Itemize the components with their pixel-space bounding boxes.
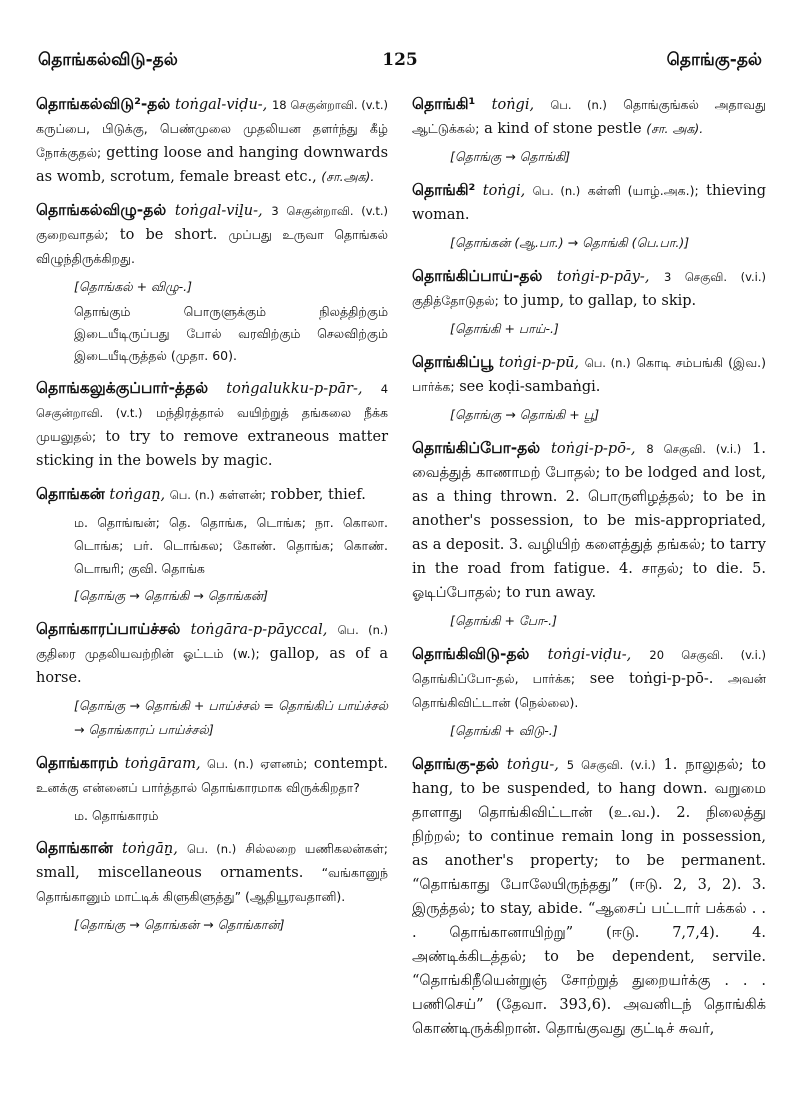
transliteration: toṅgal-viḻu-, [174,203,263,219]
etymology: [தொங்கு → தொங்கி + பாய்ச்சல் = தொங்கிப் பாய்ச்சல் → தொங்காரப் பாய்ச்சல்] [74,698,388,737]
left-column [36,92,388,946]
grammar-label: பெ. (n.) [532,184,581,198]
page-number: 125 [382,50,418,70]
english-definition: to jump, to gallap, to skip. [503,293,697,309]
dictionary-entry [412,264,766,341]
headword: தொங்கிவிடு-தல் [412,645,530,663]
grammar-label: 3 செகுன்றாவி. (v.t.) [271,204,389,218]
definition-senses: 1. வைத்துத் காணாமற் போதல்; to be lodged and lost, as a thing thrown. 2. பொருளிழத்தல்; to be in another's possession, to be mis-appropriated, as a deposit. 3. வழியிற் களைத்துத் தங்கல்; to tarry in the road from fatigue. 4. சாதல்; to die. 5. ஓடிப்போதல்; to run away. [412,441,766,601]
headword: தொங்கிப்பூ [412,353,494,371]
etymology-note: தொங்கும் பொருளுக்கும் நிலத்திற்கும் இடையீடிருப்பது போல் வரவிற்கும் செலவிற்கும் இடையீடிருத்தல் (முதா. 60). [74,304,388,363]
headword: தொங்கல்விழு-தல் [36,201,167,219]
english-definition: see toṅgi-p-pō-. [589,671,714,687]
dictionary-entry [36,198,388,367]
transliteration: toṅgi-p-pū, [498,355,580,371]
tamil-definition: குதிரை முதலியவற்றின் ஓட்டம் (w.); [36,646,260,661]
etymology: [தொங்கு → தொங்கி + பூ] [450,407,600,422]
headword: தொங்கல்விடு²-தல் [36,95,171,113]
cognates: ம. தொங்காரம் [74,808,159,823]
dictionary-entry [36,751,388,827]
grammar-label: 4 செகுன்றாவி. (v.t.) [36,382,389,420]
tamil-definition: கள்ளி (யாழ்.அக.); [587,183,699,198]
tamil-definition: சில்லறை யணிகலன்கள்; [245,841,389,856]
grammar-label: பெ. (n.) [169,488,215,502]
etymology: [தொங்கு → தொங்கி] [450,149,571,164]
grammar-label: பெ. (n.) [337,623,388,637]
dictionary-entry [36,617,388,742]
headword: தொங்காரப்பாய்ச்சல் [36,620,181,638]
transliteration: toṅgal-viḍu-, [174,97,268,113]
grammar-label: பெ. (n.) [584,356,631,370]
header-left-guideword: தொங்கல்விடு-தல் [38,50,178,70]
grammar-label: 5 செகுவி. (v.i.) [566,758,656,772]
headword: தொங்கான் [36,839,113,857]
tamil-definition: கள்ளன்; [219,487,267,502]
etymology: [தொங்கி + பாய்-.] [450,321,559,336]
etymology: [தொங்கி + விடு-.] [450,723,558,738]
headword: தொங்கிப்போ-தல் [412,439,541,457]
transliteration: toṅgi, [491,97,535,113]
usage-example: “வங்கானுந் தொங்கானும் மாட்டிக் கிளுகிளுத்து” (ஆதியூரவதானி). [36,865,389,904]
grammar-label: பெ. (n.) [186,842,237,856]
source-citation: (சா. அக). [646,121,704,136]
transliteration: toṅgaṉ, [109,487,166,503]
dictionary-entry [36,376,388,473]
grammar-label: பெ. (n.) [550,98,607,112]
etymology: [தொங்கு → தொங்கன் → தொங்கான்] [74,917,285,932]
transliteration: toṅgāṉ, [122,841,178,857]
cognates: ம. தொங்ஙன்; தெ. தொங்க, டொங்க; நா. கொலா. டொங்க; பர். டொங்கல; கோண். தொங்க; கொண். டொஙரி; குவி. தொங்க [74,515,388,576]
tamil-definition: தொங்கிப்போ-தல், பார்க்க; [412,671,576,686]
dictionary-entry [412,642,766,743]
tamil-definition: ஏளனம்; [260,756,308,771]
tamil-definition: கொடி சம்பங்கி (இவ.) பார்க்க; [412,355,767,394]
english-definition: contempt. [313,756,388,772]
source-citation: (சா.அக). [321,169,375,184]
headword: தொங்கலுக்குப்பார்-த்தல் [36,379,209,397]
dictionary-entry [412,350,766,427]
headword: தொங்கிப்பாய்-தல் [412,267,543,285]
dictionary-entry [412,178,766,255]
headword: தொங்காரம் [36,754,119,772]
english-definition: robber, thief. [270,487,366,503]
dictionary-entry [412,436,766,633]
transliteration: toṅgi-p-pāy-, [556,269,650,285]
tamil-definition: மந்திரத்தால் வயிற்றுத் தங்கலை நீக்க முயலுதல்; [36,405,389,444]
tamil-definition: குதித்தோடுதல்; [412,293,499,308]
tamil-definition: கருப்பை, பிடுக்கு, பெண்முலை முதலியன தளர்ந்து கீழ் நோக்குதல்; [36,121,388,160]
transliteration: toṅgi-p-pō-, [551,441,636,457]
transliteration: toṅgāram, [124,756,201,772]
etymology: [தொங்கல் + விழு-.] [74,279,192,294]
english-definition: to try to remove extraneous matter sticking in the bowels by magic. [36,429,389,469]
grammar-label: 3 செகுவி. (v.i.) [663,270,766,284]
transliteration: toṅgu-, [506,757,559,773]
headword: தொங்கி¹ [412,95,476,113]
grammar-label: 18 செகுன்றாவி. (v.t.) [271,98,388,112]
transliteration: toṅgalukku-p-pār-, [226,381,363,397]
etymology: [தொங்கன் (ஆ.பா.) → தொங்கி (பெ.பா.)] [450,235,690,250]
grammar-label: 8 செகுவி. (v.i.) [646,442,742,456]
header-right-guideword: தொங்கு-தல் [666,50,762,70]
english-definition: see koḍi-sambaṅgi. [459,379,601,395]
usage-example: முப்பது உருவா தொங்கல் விழுந்திருக்கிறது. [36,227,389,266]
dictionary-entry [36,482,388,608]
right-column [412,92,766,1050]
etymology: [தொங்கி + போ-.] [450,613,557,628]
english-definition: getting loose and hanging downwards as womb, scrotum, female breast etc., [36,145,389,185]
english-definition: a kind of stone pestle [484,121,642,137]
dictionary-entry [36,92,388,189]
dictionary-entry [412,92,766,169]
headword: தொங்கி² [412,181,476,199]
grammar-label: 20 செகுவி. (v.i.) [649,648,767,662]
transliteration: toṅgi, [482,183,526,199]
page-header [38,50,762,80]
english-definition: gallop, as of a horse. [36,646,389,686]
transliteration: toṅgāra-p-pāyccal, [190,622,328,638]
headword: தொங்கு-தல் [412,755,499,773]
english-definition: to be short. [119,227,218,243]
usage-example: அவன் தொங்கிவிட்டான் (நெல்லை). [412,671,766,710]
dictionary-entry [412,752,766,1041]
english-definition: small, miscellaneous ornaments. [36,865,304,881]
usage-example: உனக்கு என்னைப் பார்த்தால் தொங்காரமாக விருக்கிறதா? [36,780,360,795]
transliteration: toṅgi-viḍu-, [547,647,632,663]
tamil-definition: தொங்குங்கல் அதாவது ஆட்டுக்கல்; [412,97,766,136]
dictionary-entry [36,836,388,937]
grammar-label: பெ. (n.) [207,757,254,771]
etymology: [தொங்கு → தொங்கி → தொங்கன்] [74,588,269,603]
english-definition: thieving woman. [412,183,767,223]
definition-senses: 1. நாலுதல்; to hang, to be suspended, to hang down. வறுமை தாளாது தொங்கிவிட்டான் (உ.வ.). 2. நிலைத்து நிற்றல்; to continue remain long in possession, as another's property; to be permanent. “தொங்காது போலேயிருந்தது” (ஈடு. 2, 3, 2). 3. இருத்தல்; to stay, abide. “ஆசைப் பட்டார் பக்கல் . . . தொங்கானாயிற்று” (ஈடு. 7,7,4). 4. அண்டிக்கிடத்தல்; to be dependent, servile. “தொங்கிநீயென்றுஞ் சோற்றுத் துறையர்க்கு . . . பணிசெய்” (தேவா. 393,6). அவனிடந் தொங்கிக் கொண்டிருக்கிறான். தொங்குவது குட்டிச் சுவர், [412,757,766,1037]
headword: தொங்கன் [36,485,105,503]
tamil-definition: குறைவாதல்; [36,227,109,242]
